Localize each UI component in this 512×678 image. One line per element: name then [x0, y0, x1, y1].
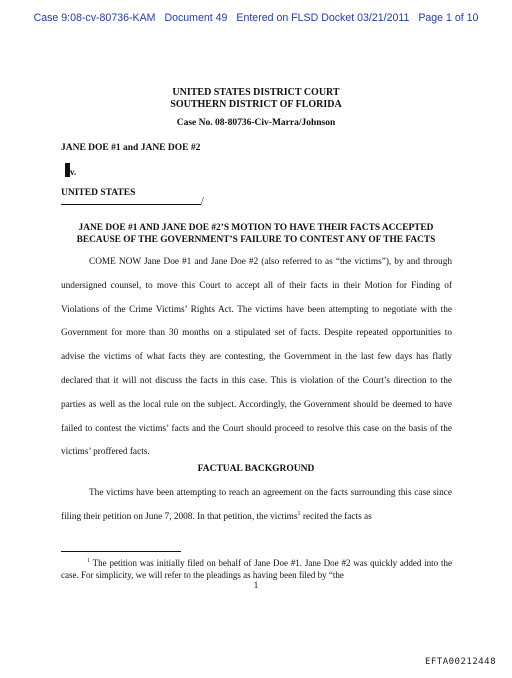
motion-title-line-2: BECAUSE OF THE GOVERNMENT’S FAILURE TO CONTEST ANY OF THE FACTS — [76, 235, 436, 245]
footnote-number: 1 — [87, 558, 90, 564]
versus-mark: v. — [70, 167, 77, 177]
docket-header — [0, 12, 512, 24]
header-page: Page 1 of 10 — [418, 12, 479, 24]
paragraph-2 — [61, 482, 452, 530]
bates-number: EFTA00212448 — [424, 657, 496, 667]
court-line-2: SOUTHERN DISTRICT OF FLORIDA — [170, 99, 342, 110]
footnote-ref[interactable]: 1 — [297, 510, 301, 517]
court-line-1: UNITED STATES DISTRICT COURT — [172, 87, 340, 98]
caption-rule — [61, 204, 201, 205]
header-case: Case 9:08-cv-80736-KAM — [33, 12, 156, 24]
footnote-rule — [61, 551, 181, 552]
footnote-text: The petition was initially filed on behalf of Jane Doe #1. Jane Doe #2 was quickly added into the case. For simplicity, we will refer to the pleadings as having been filed by “the — [61, 558, 452, 580]
court-heading — [0, 87, 512, 111]
footnote — [61, 557, 452, 581]
paragraph-1-text: COME NOW Jane Doe #1 and Jane Doe #2 (also referred to as “the victims”), by and through undersigned counsel, to move this Court to accept all of their facts in their Motion for Finding of Violations of the Crime Victims’ Rights Act. The victims have been attempting to negotiate with the Government for more than 30 months on a stipulated set of facts. Despite repeated opportunities to advise the victims of what facts they are contesting, the Government in the last few days has flatly declared that it will not discuss the facts in this case. This is violation of the Court’s direction to the parties as well as the local rule on the subject. Accordingly, the Government should be deemed to have failed to contest the victims’ facts and the Court should proceed to resolve this case on the basis of the victims’ proffered facts. — [61, 257, 452, 458]
motion-title — [55, 222, 457, 246]
paragraph-2-text: The victims have been attempting to reach an agreement on the facts surrounding this case since filing their petition on June 7, 2008. In that petition, the victims — [61, 488, 452, 522]
defendant: UNITED STATES — [61, 188, 136, 198]
paragraph-1 — [61, 251, 452, 465]
case-number: Case No. 08-80736-Civ-Marra/Johnson — [176, 118, 336, 128]
header-entered: Entered on FLSD Docket 03/21/2011 — [236, 12, 410, 24]
page-number: 1 — [253, 580, 259, 590]
caption-slash: / — [201, 196, 204, 207]
header-document: Document 49 — [164, 12, 228, 24]
paragraph-2-tail: recited the facts as — [300, 511, 372, 522]
motion-title-line-1: JANE DOE #1 AND JANE DOE #2’S MOTION TO HAVE THEIR FACTS ACCEPTED — [78, 223, 434, 233]
section-heading: FACTUAL BACKGROUND — [197, 464, 315, 474]
plaintiffs: JANE DOE #1 and JANE DOE #2 — [61, 143, 201, 153]
